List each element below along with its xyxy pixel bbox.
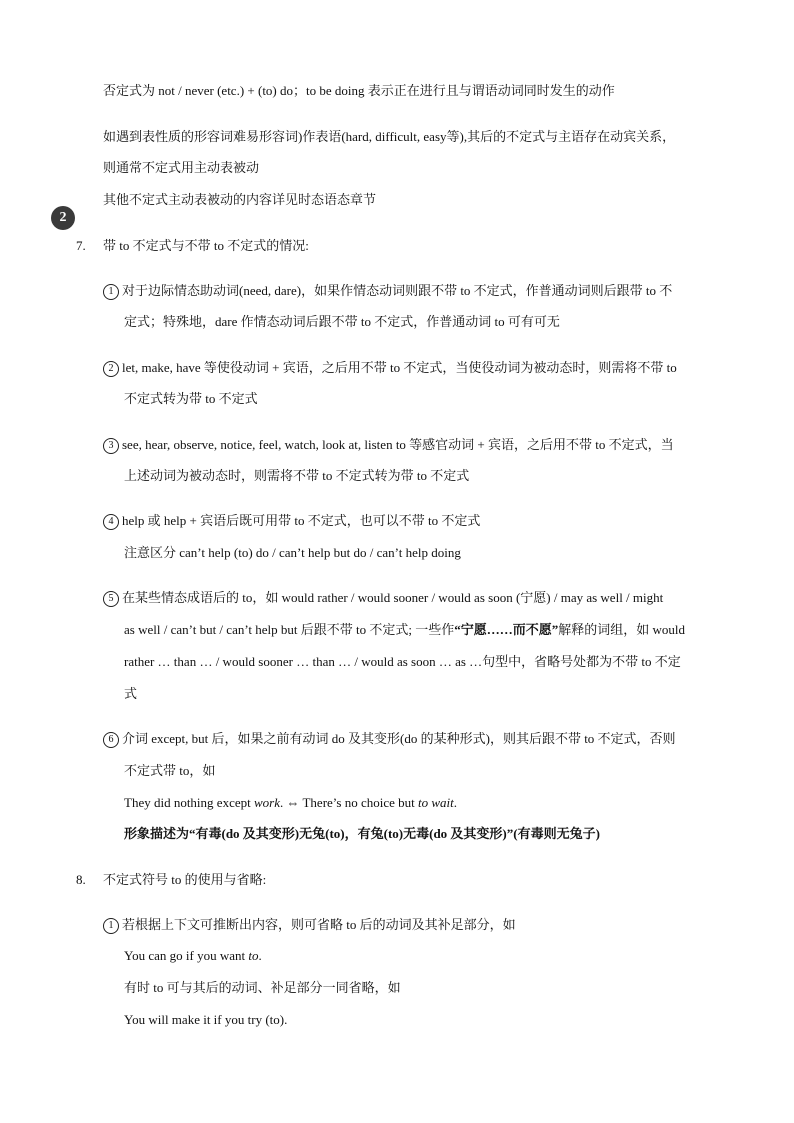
s7-item-5-line-4: 式 xyxy=(124,686,138,701)
s7-item-4-line-1: 4 help 或 help + 宾语后既可用带 to 不定式，也可以不带 to 不定式 xyxy=(103,512,480,530)
s7-item-6-line-1: 6 介词 except, but 后，如果之前有动词 do 及其变形(do 的某种形式)，则其后跟不带 to 不定式，否则 xyxy=(103,730,676,748)
section-7-number: 7. xyxy=(76,238,86,253)
circled-number-2: 2 xyxy=(103,361,119,377)
section-7-title: 带 to 不定式与不带 to 不定式的情况: xyxy=(103,238,309,253)
intro-line-3: 则通常不定式用主动表被动 xyxy=(103,160,260,175)
s7-item-6-line-2: 不定式带 to，如 xyxy=(124,763,216,778)
s7-item-1-line-1: 1 对于边际情态助动词(need, dare)，如果作情态动词则跟不带 to 不定式，作普通动词则后跟带 to 不 xyxy=(103,282,672,300)
s7-item-4-line-2: 注意区分 can’t help (to) do / can’t help but do / can’t help doing xyxy=(124,545,461,560)
s8-item-1-example-2: You will make it if you try (to). xyxy=(124,1012,288,1027)
s7-item-2-line-1: 2 let, make, have 等使役动词 + 宾语，之后用不带 to 不定式，当使役动词为被动态时，则需将不带 to xyxy=(103,359,677,377)
circled-number-1: 1 xyxy=(103,284,119,300)
intro-line-2: 如遇到表性质的形容词难易形容词)作表语(hard, difficult, easy等),其后的不定式与主语存在动宾关系， xyxy=(103,129,676,144)
s8-item-1-line-2: 有时 to 可与其后的动词、补足部分一同省略，如 xyxy=(124,980,401,995)
intro-line-4: 其他不定式主动表被动的内容详见时态语态章节 xyxy=(103,192,377,207)
s8-item-1-example-1: You can go if you want to. xyxy=(124,948,262,963)
section-8-number: 8. xyxy=(76,872,86,887)
s7-item-1-line-2: 定式；特殊地，dare 作情态动词后跟不带 to 不定式，作普通动词 to 可有可无 xyxy=(124,314,560,329)
circled-number-4: 4 xyxy=(103,514,119,530)
page-badge: 2 xyxy=(51,206,75,230)
circled-number-6: 6 xyxy=(103,732,119,748)
circled-number-1: 1 xyxy=(103,918,119,934)
s8-item-1-line-1: 1 若根据上下文可推断出内容，则可省略 to 后的动词及其补足部分，如 xyxy=(103,916,516,934)
s7-item-5-line-1: 5 在某些情态成语后的 to，如 would rather / would sooner / would as soon (宁愿) / may as well / might xyxy=(103,589,663,607)
s7-item-6-example: They did nothing except work. ⇔ There’s no choice but to wait. xyxy=(124,795,458,810)
s7-item-3-line-1: 3 see, hear, observe, notice, feel, watch, look at, listen to 等感官动词 + 宾语，之后用不带 to 不定式，当 xyxy=(103,436,674,454)
intro-line-1: 否定式为 not / never (etc.) + (to) do；to be doing 表示正在进行且与谓语动词同时发生的动作 xyxy=(103,83,615,98)
s7-item-5-line-2: as well / can’t but / can’t help but 后跟不带 to 不定式; 一些作“宁愿……而不愿”解释的词组，如 would xyxy=(124,622,686,637)
circled-number-5: 5 xyxy=(103,591,119,607)
section-8-title: 不定式符号 to 的使用与省略: xyxy=(103,872,267,887)
s7-item-3-line-2: 上述动词为被动态时，则需将不带 to 不定式转为带 to 不定式 xyxy=(124,468,470,483)
circled-number-3: 3 xyxy=(103,438,119,454)
s7-item-2-line-2: 不定式转为带 to 不定式 xyxy=(124,391,258,406)
s7-item-6-summary: 形象描述为“有毒(do 及其变形)无兔(to)，有兔(to)无毒(do 及其变形)”(有毒则无兔子) xyxy=(124,826,600,841)
s7-item-5-line-3: rather … than … / would sooner … than … / would as soon … as …句型中，省略号处都为不带 to 不定 xyxy=(124,654,681,669)
